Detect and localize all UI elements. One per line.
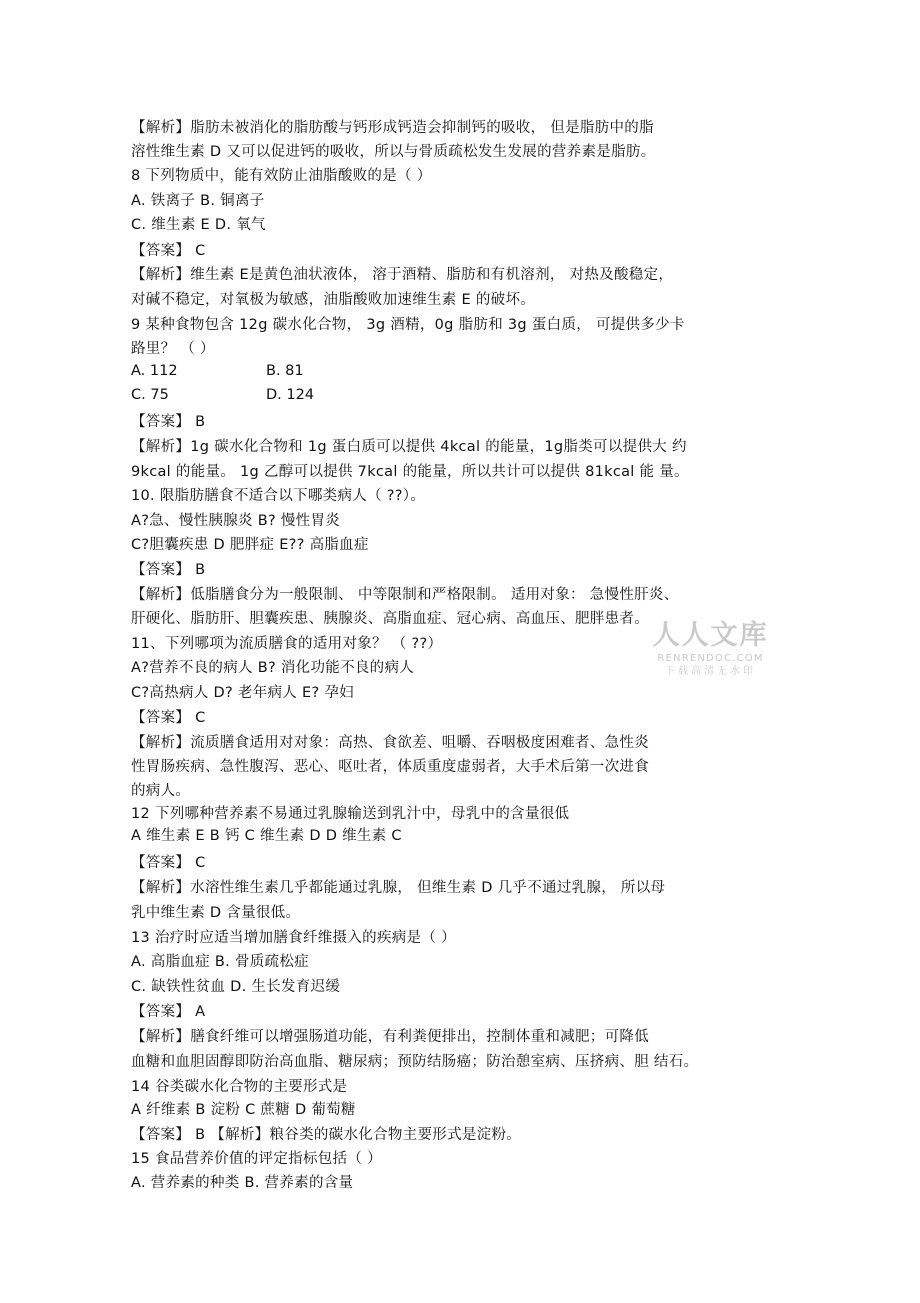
q9-option-a: A. 112 [131, 363, 178, 379]
text-line: 14 谷类碳水化合物的主要形式是 [131, 1079, 348, 1095]
text-line: 【解析】脂肪未被消化的脂肪酸与钙形成钙造会抑制钙的吸收， 但是脂肪中的脂 [131, 120, 654, 136]
text-line: 【答案】 B [131, 414, 206, 430]
text-line: A. 营养素的种类 B. 营养素的含量 [131, 1175, 354, 1191]
text-line: 13 治疗时应适当增加膳食纤维摄入的疾病是（ ） [131, 930, 456, 946]
text-line: C?高热病人 D? 老年病人 E? 孕妇 [131, 685, 354, 701]
text-line: A. 铁离子 B. 铜离子 [131, 193, 265, 209]
text-line: 【解析】低脂膳食分为一般限制、 中等限制和严格限制。 适用对象： 急慢性肝炎、 [131, 587, 679, 603]
text-line: 血糖和血胆固醇即防治高血脂、糖尿病；预防结肠癌；防治憩室病、压挤病、胆 结石。 [131, 1054, 699, 1070]
text-line: C. 缺铁性贫血 D. 生长发育迟缓 [131, 979, 341, 995]
text-line: 对碱不稳定，对氧极为敏感，油脂酸败加速维生素 E 的破坏。 [131, 292, 536, 308]
text-line: 9kcal 的能量。 1g 乙醇可以提供 7kcal 的能量，所以共计可以提供 81kcal 能 量。 [131, 464, 689, 480]
text-line: 【答案】 B 【解析】粮谷类的碳水化合物主要形式是淀粉。 [131, 1127, 522, 1143]
q9-option-c: C. 75 [131, 387, 169, 403]
text-line: A?急、慢性胰腺炎 B? 慢性胃炎 [131, 513, 341, 529]
text-line: 【答案】 C [131, 710, 206, 726]
text-line: 【解析】1g 碳水化合物和 1g 蛋白质可以提供 4kcal 的能量，1g脂类可以提供大 约 [131, 439, 687, 455]
text-line: 【答案】 C [131, 243, 206, 259]
text-line: 的病人。 [131, 783, 191, 799]
text-line: 【答案】 A [131, 1004, 206, 1020]
text-line: A 纤维素 B 淀粉 C 蔗糖 D 葡萄糖 [131, 1102, 356, 1118]
text-line: 15 食品营养价值的评定指标包括（ ） [131, 1151, 382, 1167]
text-line: 8 下列物质中，能有效防止油脂酸败的是（ ） [131, 168, 432, 184]
q9-option-b: B. 81 [266, 363, 304, 379]
text-line: A 维生素 E B 钙 C 维生素 D D 维生素 C [131, 828, 402, 844]
text-line: 【解析】流质膳食适用对对象：高热、食欲差、咀嚼、吞咽极度困难者、急性炎 [131, 735, 649, 751]
text-line: 【解析】维生素 E是黄色油状液体， 溶于酒精、脂肪和有机溶剂， 对热及酸稳定， [131, 267, 674, 283]
watermark-url: RENRENDOC.COM [657, 653, 764, 664]
watermark [648, 620, 773, 679]
text-line: 11、下列哪项为流质膳食的适用对象？ （ ??） [131, 636, 443, 652]
q9-option-d: D. 124 [266, 387, 315, 403]
text-line: 乳中维生素 D 含量很低。 [131, 905, 301, 921]
text-line: A?营养不良的病人 B? 消化功能不良的病人 [131, 660, 415, 676]
text-line: 【答案】 B [131, 562, 206, 578]
watermark-slogan: 下载高清无水印 [665, 666, 756, 677]
text-line: C. 维生素 E D. 氧气 [131, 217, 266, 233]
text-line: 【答案】 C [131, 855, 206, 871]
text-line: 【解析】水溶性维生素几乎都能通过乳腺， 但维生素 D 几乎不通过乳腺， 所以母 [131, 880, 666, 896]
text-line: 溶性维生素 D 又可以促进钙的吸收，所以与骨质疏松发生发展的营养素是脂肪。 [131, 144, 656, 160]
text-line: 【解析】膳食纤维可以增强肠道功能，有利粪便排出，控制体重和减肥；可降低 [131, 1029, 649, 1045]
text-line: A. 高脂血症 B. 骨质疏松症 [131, 954, 309, 970]
watermark-title: 人人文库 [652, 620, 769, 651]
text-line: 12 下列哪种营养素不易通过乳腺输送到乳汁中，母乳中的含量很低 [131, 806, 570, 822]
text-line: C?胆囊疾患 D 肥胖症 E?? 高脂血症 [131, 537, 369, 553]
text-line: 10. 限脂肪膳食不适合以下哪类病人（ ??）。 [131, 488, 426, 504]
text-line: 肝硬化、脂肪肝、胆囊疾患、胰腺炎、高脂血症、冠心病、高血压、肥胖患者。 [131, 611, 649, 627]
text-line: 路里？ （ ） [131, 341, 215, 357]
text-line: 9 某种食物包含 12g 碳水化合物， 3g 酒精，0g 脂肪和 3g 蛋白质， 可提供多少卡 [131, 317, 685, 333]
text-line: 性胃肠疾病、急性腹泻、恶心、呕吐者，体质重度虚弱者，大手术后第一次进食 [131, 759, 649, 775]
